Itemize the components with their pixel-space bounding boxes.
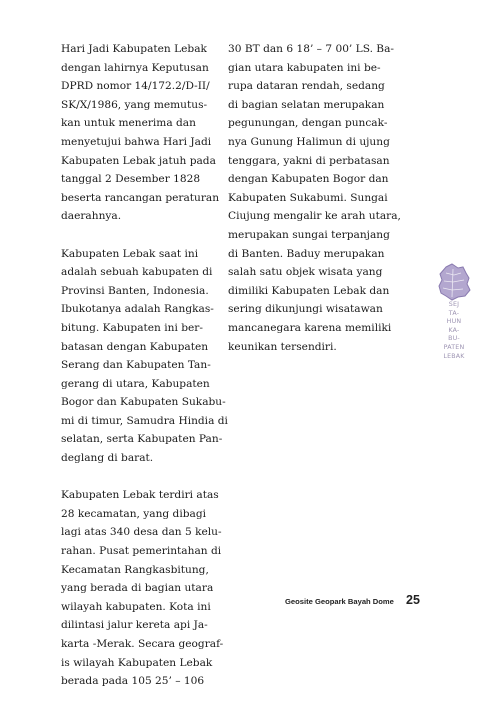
text-line: berada pada 105 25’ – 106 (61, 675, 205, 688)
text-line: tenggara, yakni di perbatasan (228, 154, 390, 167)
text-line: Bogor dan Kabupaten Sukabu- (61, 396, 226, 409)
text-line: menyetujui bahwa Hari Jadi (61, 135, 212, 148)
text-line: selatan, serta Kabupaten Pan- (61, 433, 223, 446)
side-label-line: LEBAK (443, 352, 465, 360)
text-line: Kabupaten Lebak jatuh pada (61, 154, 216, 167)
text-line: gian utara kabupaten ini be- (228, 61, 381, 74)
right-text-column (228, 40, 401, 375)
text-line: Kabupaten Lebak terdiri atas (61, 489, 219, 502)
side-label-line: SEJ (448, 301, 460, 308)
text-line: dengan Kabupaten Bogor dan (228, 173, 389, 186)
text-line: is wilayah Kabupaten Lebak (61, 656, 213, 669)
text-line: kan untuk menerima dan (61, 117, 196, 130)
text-line: wilayah kabupaten. Kota ini (61, 600, 211, 613)
side-chapter-label (434, 301, 474, 361)
page-number: 25 (406, 593, 420, 607)
side-label-line: BU- (448, 335, 460, 343)
text-line: merupakan sungai terpanjang (228, 228, 390, 241)
text-line: yang berada di bagian utara (61, 582, 214, 595)
side-label-line: PATEN (443, 343, 465, 351)
text-line: tanggal 2 Desember 1828 (61, 173, 201, 186)
text-line: deglang di barat. (61, 452, 154, 465)
text-line: batasan dengan Kabupaten (61, 340, 209, 353)
text-line: rupa dataran rendah, sedang (228, 80, 385, 93)
side-label-line: HUN (446, 318, 462, 326)
text-line: karta -Merak. Secara geograf- (61, 638, 224, 650)
text-line: gerang di utara, Kabupaten (61, 377, 210, 390)
side-label-line: KA- (448, 326, 460, 334)
paragraph-geografi (228, 40, 401, 356)
text-line: Hari Jadi Kabupaten Lebak (61, 43, 207, 55)
text-line: SK/X/1986, yang memutus- (61, 98, 208, 111)
paragraph-hari-jadi (61, 40, 225, 226)
text-line: dengan lahirnya Keputusan (61, 61, 209, 74)
text-line: mancanegara karena memiliki (228, 321, 392, 334)
kabupaten-lebak-map-icon (436, 263, 472, 301)
text-line: mi di timur, Samudra Hindia di (61, 414, 228, 427)
text-line: Ibukotanya adalah Rangkas- (61, 303, 214, 316)
text-line: daerahnya. (61, 210, 122, 223)
text-line: bitung. Kabupaten ini ber- (61, 321, 203, 334)
text-line: Kabupaten Sukabumi. Sungai (228, 191, 388, 204)
text-line: Serang dan Kabupaten Tan- (61, 359, 211, 372)
side-label-line: TA- (448, 309, 460, 317)
paragraph-kecamatan (61, 486, 225, 691)
text-line: Ciujung mengalir ke arah utara, (228, 210, 401, 223)
text-line: adalah sebuah kabupaten di (61, 266, 213, 279)
text-line: salah satu objek wisata yang (228, 266, 383, 279)
text-line: nya Gunung Halimun di ujung (228, 135, 390, 148)
text-line: Kabupaten Lebak saat ini (61, 247, 199, 260)
text-line: keunikan tersendiri. (228, 340, 337, 353)
text-line: dimiliki Kabupaten Lebak dan (228, 284, 390, 297)
text-line: di Banten. Baduy merupakan (228, 247, 385, 260)
text-line: dilintasi jalur kereta api Ja- (61, 619, 208, 632)
footer-book-title: Geosite Geopark Bayah Dome (285, 597, 394, 606)
text-line: Kecamatan Rangkasbitung, (61, 563, 209, 576)
text-line: sering dikunjungi wisatawan (228, 303, 383, 316)
text-line: beserta rancangan peraturan (61, 191, 220, 204)
paragraph-lokasi (61, 245, 228, 468)
left-text-column (61, 40, 228, 709)
text-line: 28 kecamatan, yang dibagi (61, 507, 206, 520)
text-line: 30 BT dan 6 18’ – 7 00’ LS. Ba- (228, 43, 394, 55)
text-line: lagi atas 340 desa dan 5 kelu- (61, 526, 222, 539)
text-line: rahan. Pusat pemerintahan di (61, 545, 222, 558)
text-line: di bagian selatan merupakan (228, 98, 385, 111)
text-line: Provinsi Banten, Indonesia. (61, 284, 209, 297)
text-line: pegunungan, dengan puncak- (228, 117, 388, 130)
text-line: DPRD nomor 14/172.2/D-II/ (61, 80, 210, 93)
